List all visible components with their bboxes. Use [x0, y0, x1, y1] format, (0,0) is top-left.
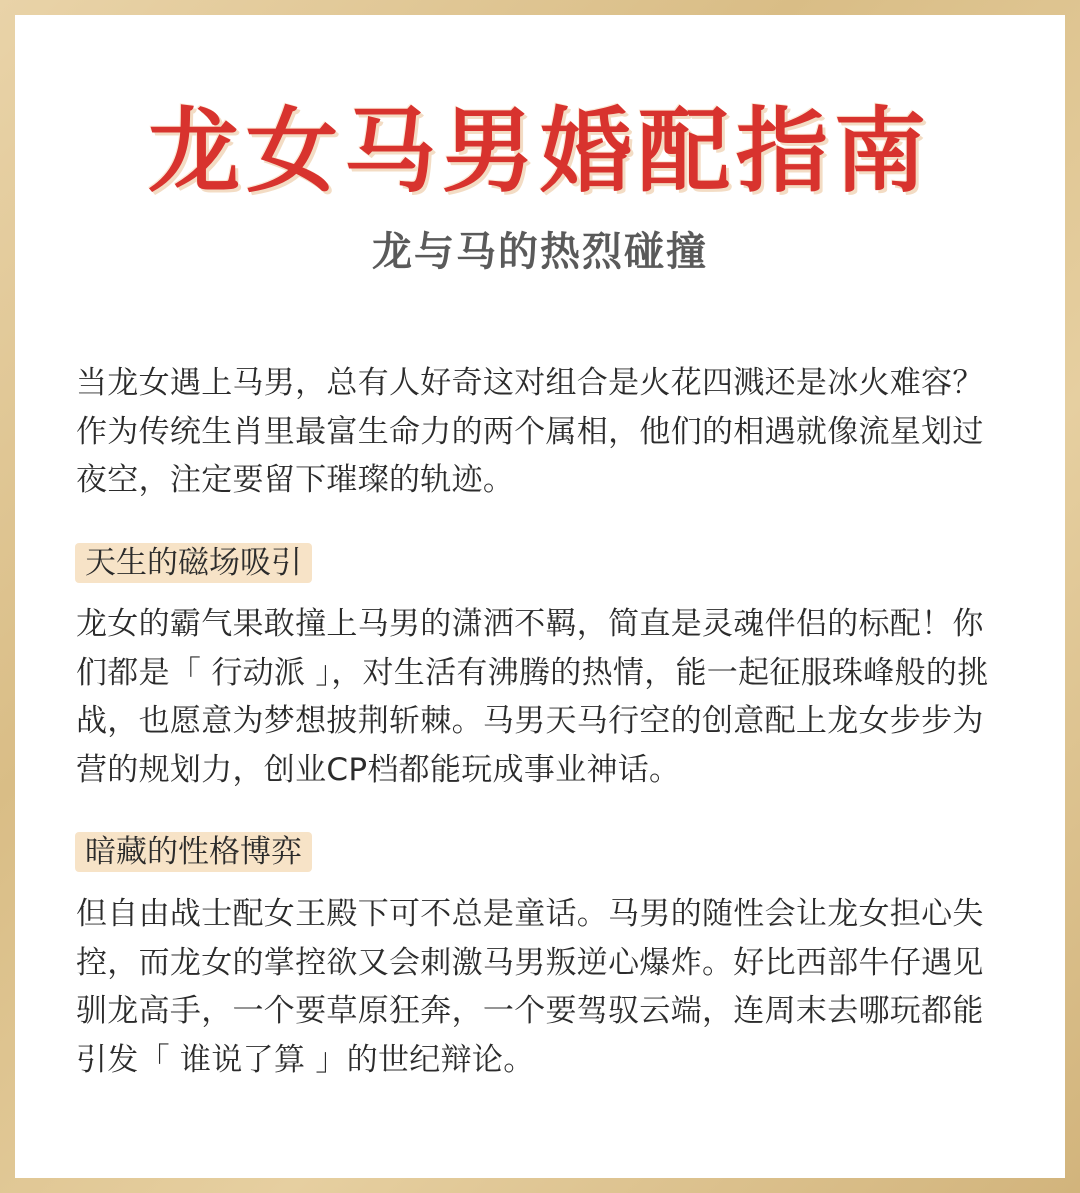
- section-tag-personality-game: 暗藏的性格博弈: [75, 832, 312, 872]
- content-card: [15, 15, 1065, 1178]
- intro-paragraph: 当龙女遇上马男，总有人好奇这对组合是火花四溅还是冰火难容？作为传统生肖里最富生命力的两个属相，他们的相遇就像流星划过夜空，注定要留下璀璨的轨迹。: [76, 365, 984, 498]
- page-title: 龙女马男婚配指南: [147, 98, 932, 205]
- section-body-magnetic-attraction: 龙女的霸气果敢撞上马男的潇洒不羁，简直是灵魂伴侣的标配！你们都是「 行动派 」，对生活有沸腾的热情，能一起征服珠峰般的挑战，也愿意为梦想披荆斩棘。马男天马行空的创意配上龙女步步为营的规划力，创业CP档都能玩成事业神话。: [76, 606, 989, 788]
- page-subtitle: 龙与马的热烈碰撞: [372, 229, 708, 275]
- section-body-personality-game: 但自由战士配女王殿下可不总是童话。马男的随性会让龙女担心失控，而龙女的掌控欲又会刺激马男叛逆心爆炸。好比西部牛仔遇见驯龙高手，一个要草原狂奔，一个要驾驭云端，连周末去哪玩都能引发「 谁说了算 」的世纪辩论。: [76, 896, 984, 1078]
- section-tag-magnetic-attraction: 天生的磁场吸引: [75, 543, 312, 583]
